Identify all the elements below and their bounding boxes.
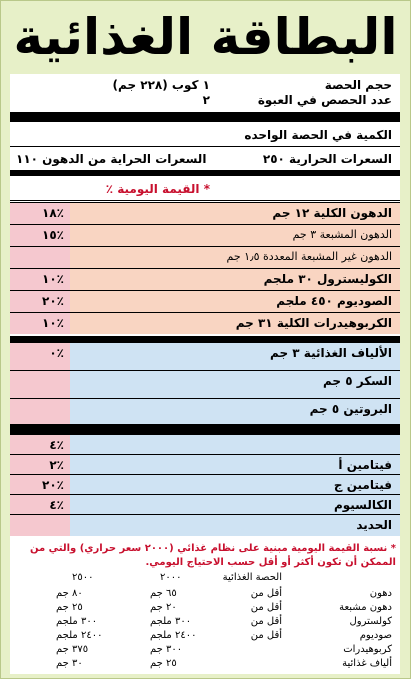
footer-value-2500: ٨٠ جم bbox=[56, 588, 83, 599]
footer-value-2500: ٣٠ جم bbox=[56, 658, 83, 669]
nutrient-label: الألياف الغذائية ٣ جم bbox=[270, 346, 392, 360]
divider bbox=[10, 146, 400, 147]
nutrient-label: الدهون غير المشبعة المعددة ١٫٥ جم bbox=[226, 250, 392, 263]
daily-value-percent: ٪٠ bbox=[49, 346, 64, 360]
nutrient-row bbox=[10, 474, 400, 496]
daily-value-percent: ٪٤ bbox=[49, 498, 64, 512]
serving-size-value: ١ كوب (٢٢٨ جم) bbox=[112, 78, 210, 92]
thick-divider bbox=[10, 424, 400, 434]
nutrient-label: الكوليسترول ٣٠ ملجم bbox=[263, 272, 392, 286]
nutrient-label: الدهون الكلية ١٢ جم bbox=[272, 206, 392, 220]
nutrient-label: الصوديوم ٤٥٠ ملجم bbox=[276, 294, 392, 308]
daily-value-percent: ٪١٥ bbox=[42, 228, 64, 242]
nutrient-label: فيتامين أ bbox=[338, 458, 392, 472]
daily-value-percent: ٪١٠ bbox=[42, 316, 64, 330]
thick-divider bbox=[10, 112, 400, 122]
nutrient-row bbox=[10, 246, 400, 268]
footer-value-2500: ٣٠٠ ملجم bbox=[56, 616, 98, 627]
divider bbox=[10, 200, 400, 201]
footer-value-2000: ٣٠٠ ملجم bbox=[150, 616, 192, 627]
nutrient-row bbox=[10, 268, 400, 290]
footer-value-2000: ٢٥ جم bbox=[150, 658, 177, 669]
daily-value-percent: ٪٢٠ bbox=[42, 294, 64, 308]
page-title: البطاقة الغذائية bbox=[13, 8, 398, 66]
nutrition-card bbox=[10, 74, 400, 674]
footer-nutrient-name: دهون مشبعة bbox=[339, 602, 392, 613]
daily-value-percent: ٪٢ bbox=[49, 458, 64, 472]
calories-from-fat: السعرات الحراية من الدهون ١١٠ bbox=[16, 152, 207, 166]
footnote: * نسبة القيمة اليومية مبنية على نظام غذائي (٢٠٠٠ سعر حراري) والتي من الممكن أن تكون أكثر أو أقل حسب الاحتياج اليومي. bbox=[29, 543, 396, 568]
nutrient-row bbox=[10, 398, 400, 420]
nutrient-label: الدهون المشبعة ٣ جم bbox=[292, 228, 392, 241]
nutrient-row bbox=[10, 342, 400, 364]
nutrient-label: السكر ٥ جم bbox=[322, 374, 392, 388]
footer-nutrient-name: كولسترول bbox=[349, 616, 392, 627]
footer-limit: أقل من bbox=[250, 630, 282, 641]
footer-value-2000: ٣٠٠ جم bbox=[150, 644, 183, 655]
footer-limit: أقل من bbox=[250, 588, 282, 599]
serving-count-value: ٢ bbox=[202, 93, 210, 107]
footer-value-2000: ٦٥ جم bbox=[150, 588, 177, 599]
nutrient-row bbox=[10, 454, 400, 476]
nutrient-label: فيتامين ج bbox=[333, 478, 392, 492]
nutrient-label: الحديد bbox=[356, 518, 392, 532]
footer-value-2000: ٢٤٠٠ ملجم bbox=[150, 630, 197, 641]
footer-nutrient-name: كربوهيدرات bbox=[343, 644, 392, 655]
nutrient-row bbox=[10, 290, 400, 312]
nutrient-row bbox=[10, 514, 400, 536]
nutrient-label: البروتين ٥ جم bbox=[309, 402, 392, 416]
nutrient-row bbox=[10, 494, 400, 516]
thick-divider bbox=[10, 170, 400, 176]
nutrient-row bbox=[10, 434, 400, 456]
footer-value-2500: ٢٤٠٠ ملجم bbox=[56, 630, 103, 641]
daily-value-percent: ٪٢٠ bbox=[42, 478, 64, 492]
nutrient-row bbox=[10, 202, 400, 224]
footer-header-2500: ٢٥٠٠ bbox=[72, 572, 94, 583]
footer-value-2000: ٢٠ جم bbox=[150, 602, 177, 613]
footer-header-name: الحصة الغذائية bbox=[222, 572, 282, 583]
amount-header: الكمية في الحصة الواحده bbox=[244, 128, 392, 142]
footer-nutrient-name: ألياف غذائية bbox=[342, 658, 392, 669]
footer-limit: أقل من bbox=[250, 616, 282, 627]
calories-label: السعرات الحرارية ٢٥٠ bbox=[262, 152, 392, 166]
nutrient-label: الكربوهيدرات الكلية ٣١ جم bbox=[235, 316, 392, 330]
footer-nutrient-name: دهون bbox=[369, 588, 392, 599]
nutrient-row bbox=[10, 312, 400, 334]
daily-value-percent: ٪١٨ bbox=[42, 206, 64, 220]
daily-value-percent: ٪٤ bbox=[49, 438, 64, 452]
footer-nutrient-name: صوديوم bbox=[359, 630, 392, 641]
serving-count-label: عدد الحصص في العبوة bbox=[257, 93, 392, 107]
footer-value-2500: ٢٥ جم bbox=[56, 602, 83, 613]
footer-limit: أقل من bbox=[250, 602, 282, 613]
nutrient-row bbox=[10, 224, 400, 246]
daily-value-header: * القيمة اليومية ٪ bbox=[105, 182, 210, 196]
daily-value-percent: ٪١٠ bbox=[42, 272, 64, 286]
nutrient-label: الكالسيوم bbox=[333, 498, 392, 512]
nutrient-row bbox=[10, 370, 400, 392]
footer-value-2500: ٣٧٥ جم bbox=[56, 644, 89, 655]
serving-size-label: حجم الحصة bbox=[324, 78, 392, 92]
footer-header-2000: ٢٠٠٠ bbox=[160, 572, 182, 583]
